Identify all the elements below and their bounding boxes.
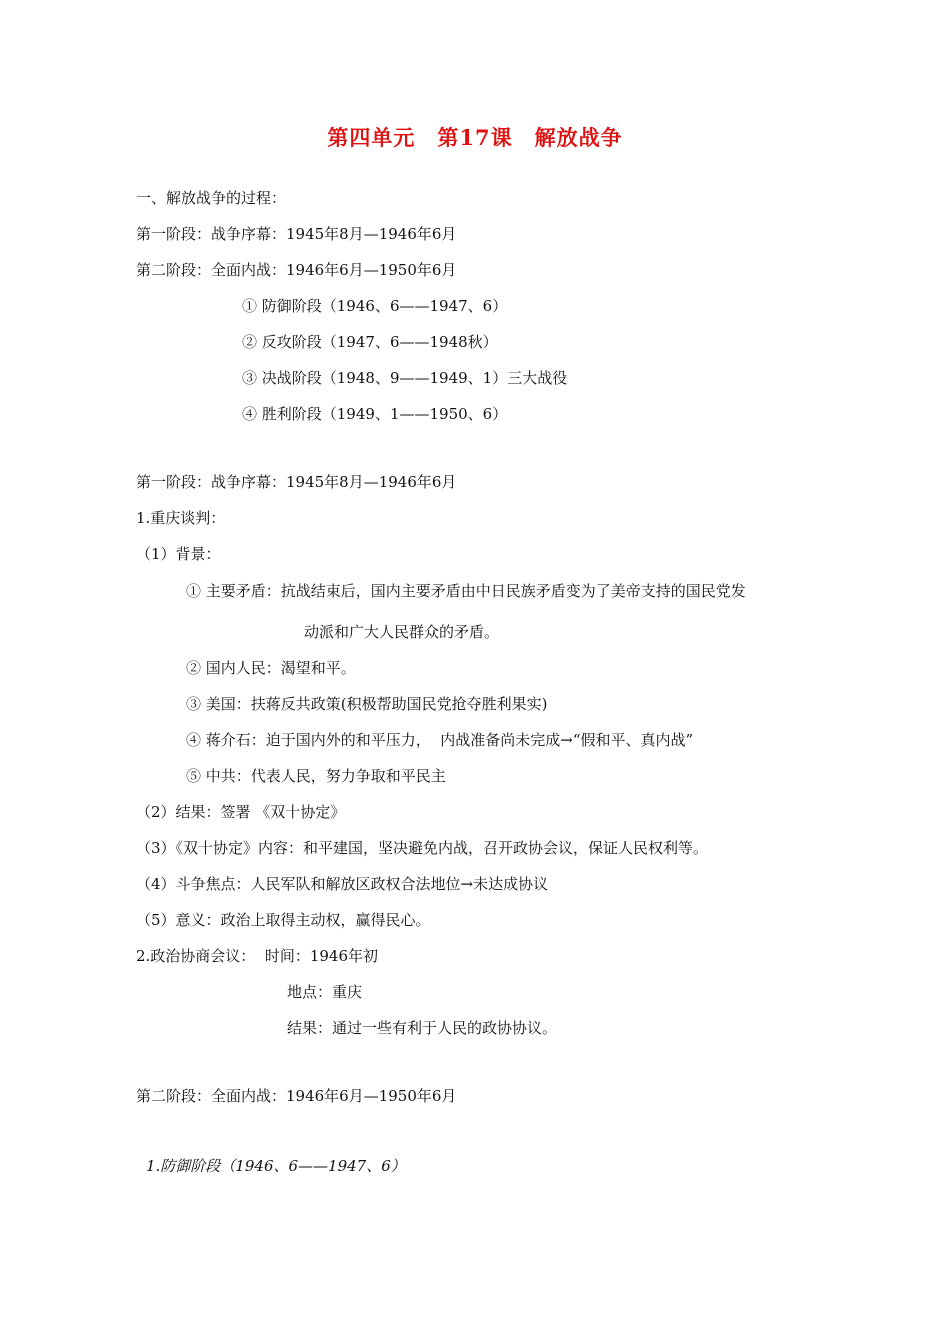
talks-heading: 1.重庆谈判： xyxy=(136,509,226,527)
background-item-continued: 动派和广大人民群众的矛盾。 xyxy=(304,623,500,641)
background-item: ② 国内人民：渴望和平。 xyxy=(186,659,356,677)
section1-heading: 第一阶段：战争序幕：1945年8月—1946年6月 xyxy=(136,473,457,491)
talks-result: （2）结果：签署 《双十协定》 xyxy=(136,803,346,821)
background-item: ④ 蒋介石：迫于国内外的和平压力， 内战准备尚未完成→“假和平、真内战” xyxy=(186,731,694,749)
conference-heading: 2.政治协商会议： 时间：1946年初 xyxy=(136,947,379,965)
section2-heading: 第二阶段：全面内战：1946年6月—1950年6月 xyxy=(136,1087,457,1105)
overview-sub-item: ③ 决战阶段（1948、9——1949、1）三大战役 xyxy=(242,369,568,387)
conference-place: 地点：重庆 xyxy=(287,983,363,1001)
overview-sub-item: ④ 胜利阶段（1949、1——1950、6） xyxy=(242,405,508,423)
overview-sub-item: ② 反攻阶段（1947、6——1948秋） xyxy=(242,333,498,351)
talks-content: （3）《双十协定》内容：和平建国，坚决避免内战，召开政协会议，保证人民权利等。 xyxy=(136,839,709,857)
conference-result: 结果：通过一些有利于人民的政协协议。 xyxy=(287,1019,558,1037)
overview-stage1: 第一阶段：战争序幕：1945年8月—1946年6月 xyxy=(136,225,457,243)
talks-significance: （5）意义：政治上取得主动权，赢得民心。 xyxy=(136,911,431,929)
overview-stage2: 第二阶段：全面内战：1946年6月—1950年6月 xyxy=(136,261,457,279)
background-item: ③ 美国：扶蒋反共政策(积极帮助国民党抢夺胜利果实) xyxy=(186,695,548,713)
background-heading: （1）背景： xyxy=(136,545,221,563)
defense-stage-heading: 1.防御阶段（1946、6——1947、6） xyxy=(146,1157,406,1175)
page-title: 第四单元 第17课 解放战争 xyxy=(327,125,623,150)
background-item: ⑤ 中共：代表人民，努力争取和平民主 xyxy=(186,767,446,785)
overview-sub-item: ① 防御阶段（1946、6——1947、6） xyxy=(242,297,508,315)
talks-focus: （4）斗争焦点：人民军队和解放区政权合法地位→未达成协议 xyxy=(136,875,549,893)
overview-heading: 一、解放战争的过程： xyxy=(136,189,287,207)
background-item: ① 主要矛盾：抗战结束后，国内主要矛盾由中日民族矛盾变为了美帝支持的国民党发 xyxy=(186,582,746,600)
